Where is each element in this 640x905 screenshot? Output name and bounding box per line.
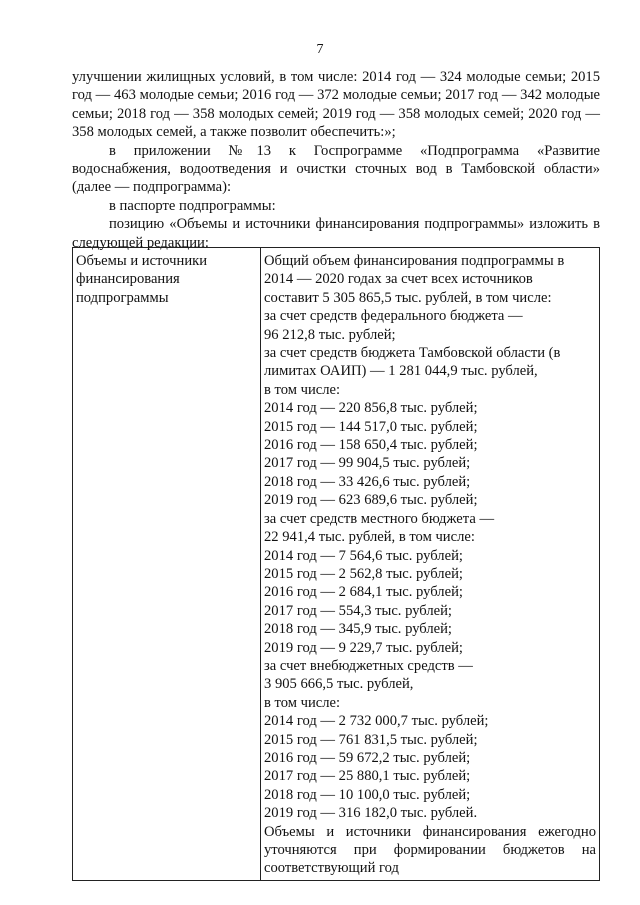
financing-details-cell <box>261 248 600 881</box>
page-number: 7 <box>316 42 324 57</box>
financing-table <box>72 247 600 881</box>
financing-line: 2014 — 2020 годах за счет всех источников <box>264 271 533 288</box>
table-row <box>73 248 600 881</box>
financing-line: 3 905 666,5 тыс. рублей, <box>264 676 414 693</box>
financing-line: в том числе: <box>264 694 341 711</box>
financing-line: 2016 год — 158 650,4 тыс. рублей; <box>264 437 478 454</box>
financing-line: за счет средств федерального бюджета — <box>264 308 523 325</box>
financing-line: за счет средств местного бюджета — <box>264 510 495 527</box>
financing-line: Общий объем финансирования подпрограммы в <box>264 253 565 269</box>
financing-line: 2017 год — 99 904,5 тыс. рублей; <box>264 455 471 472</box>
closing-line: уточняются при формировании бюджетов на <box>264 842 596 858</box>
body-text <box>72 68 600 252</box>
financing-line: 2018 год — 10 100,0 тыс. рублей; <box>264 786 471 803</box>
financing-label-cell: Объемы и источники финансирования подпрограммы <box>73 248 261 881</box>
paragraph-appendix-13: в приложении №13 к Госпрограмме «Подпрограмма «Развитие водоснабжения, водоотведения и очистки сточных вод в Тамбовской области» (далее — подпрограмма): <box>72 142 600 196</box>
financing-line: 2018 год — 345,9 тыс. рублей; <box>264 621 452 638</box>
paragraph-continuation: улучшении жилищных условий, в том числе: 2014 год — 324 молодые семьи; 2015 год — 463 молодые семьи; 2016 год — 372 молодые семьи; 2017 год — 342 молодые семьи; 2018 год — 358 молодых семей; 2019 год — 358 молодых семей; 2020 год — 358 молодых семей, а также позволит обеспечить:»; <box>72 69 600 141</box>
paragraph-position-edit: позицию «Объемы и источники финансирования подпрограммы» изложить в следующей редакции: <box>72 216 600 251</box>
financing-line: 2019 год — 623 689,6 тыс. рублей; <box>264 492 478 509</box>
financing-line: 2019 год — 316 182,0 тыс. рублей. <box>264 805 478 822</box>
financing-line: 2014 год — 220 856,8 тыс. рублей; <box>264 400 478 417</box>
financing-line: 2016 год — 59 672,2 тыс. рублей; <box>264 749 471 766</box>
financing-line: за счет внебюджетных средств — <box>264 657 473 674</box>
financing-line: 2017 год — 554,3 тыс. рублей; <box>264 602 452 619</box>
financing-line: за счет средств бюджета Тамбовской области (в <box>264 345 561 362</box>
closing-line: Объемы и источники финансирования ежегодно <box>264 823 596 840</box>
financing-line: 96 212,8 тыс. рублей; <box>264 326 396 343</box>
paragraph-passport: в паспорте подпрограммы: <box>109 197 276 214</box>
financing-line: в том числе: <box>264 381 341 398</box>
financing-line: 2015 год — 2 562,8 тыс. рублей; <box>264 565 463 582</box>
financing-line: 2017 год — 25 880,1 тыс. рублей; <box>264 768 471 785</box>
financing-line: лимитах ОАИП) — 1 281 044,9 тыс. рублей, <box>264 363 538 380</box>
financing-line: 2015 год — 761 831,5 тыс. рублей; <box>264 731 478 748</box>
financing-line: составит 5 305 865,5 тыс. рублей, в том числе: <box>264 289 552 306</box>
financing-line: 2019 год — 9 229,7 тыс. рублей; <box>264 639 463 656</box>
financing-line: 2014 год — 2 732 000,7 тыс. рублей; <box>264 713 489 730</box>
financing-line: 22 941,4 тыс. рублей, в том числе: <box>264 529 475 546</box>
financing-line: 2015 год — 144 517,0 тыс. рублей; <box>264 418 478 435</box>
financing-line: 2018 год — 33 426,6 тыс. рублей; <box>264 473 471 490</box>
financing-line: 2014 год — 7 564,6 тыс. рублей; <box>264 547 463 564</box>
closing-line: соответствующий год <box>264 860 399 877</box>
financing-line: 2016 год — 2 684,1 тыс. рублей; <box>264 584 463 601</box>
